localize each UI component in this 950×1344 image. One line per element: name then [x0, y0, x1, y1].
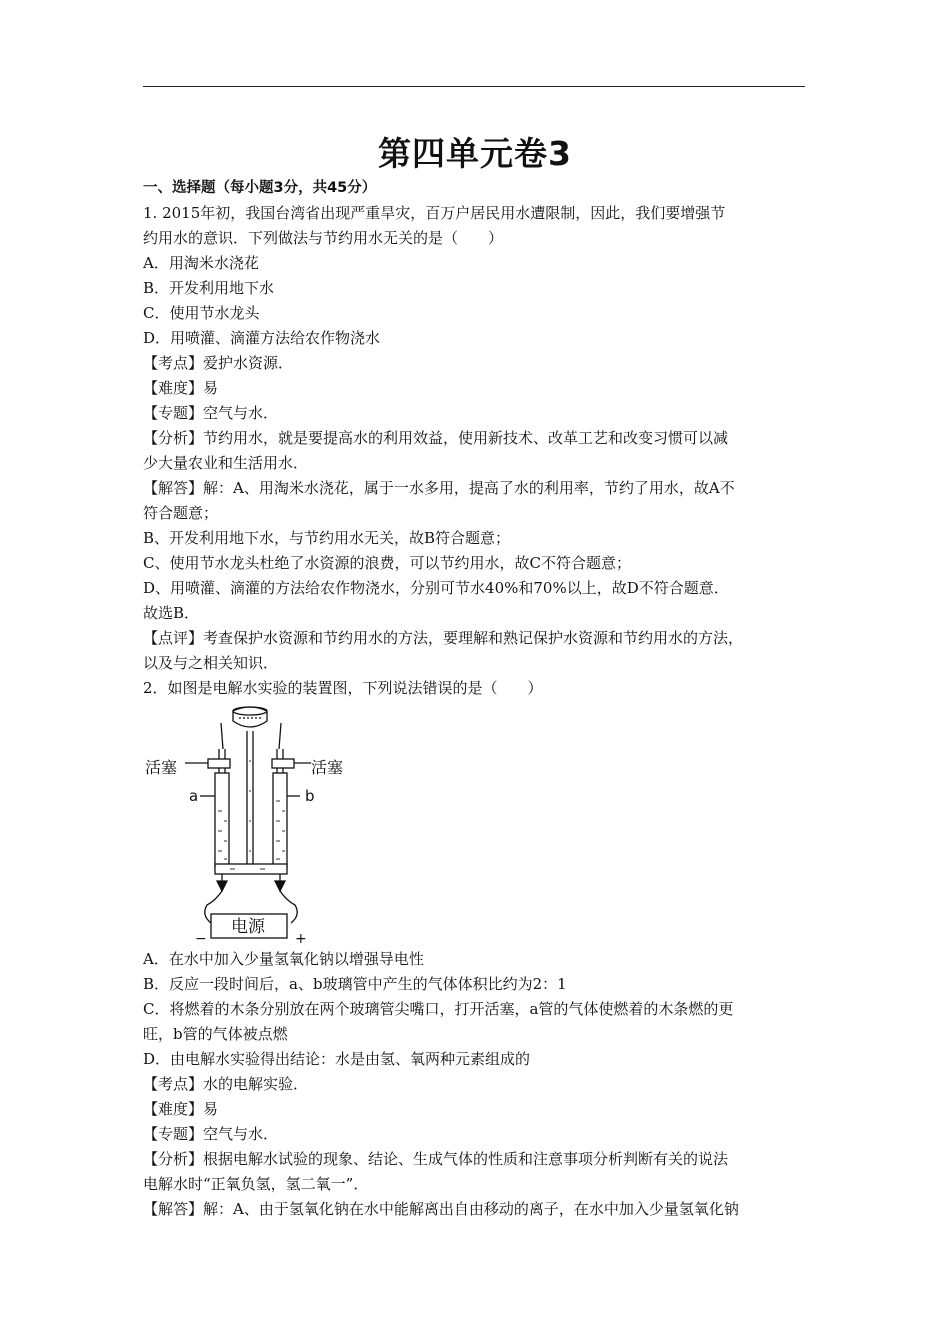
q1-jieda-line: 符合题意； [143, 504, 219, 522]
q1-kaodian: 【考点】爱护水资源． [143, 354, 294, 372]
q2-option-a: A．在水中加入少量氢氧化钠以增强导电性 [143, 950, 424, 968]
q1-jieda-line: D、用喷灌、滴灌的方法给农作物浇水，分别可节水40%和70%以上，故D不符合题意． [143, 579, 729, 597]
q2-fenxi-line: 【分析】根据电解水试验的现象、结论、生成气体的性质和注意事项分析判断有关的说法 [143, 1150, 729, 1168]
q2-stem: 2．如图是电解水实验的装置图，下列说法错误的是（ ） [143, 679, 543, 697]
left-stopcock-label: 活塞 [145, 758, 178, 777]
q2-option-c: C．将燃着的木条分别放在两个玻璃管尖嘴口，打开活塞，a管的气体使燃着的木条燃的更 [143, 1000, 734, 1018]
q1-dianping-line: 以及与之相关知识． [143, 654, 279, 672]
document-body [143, 176, 813, 1222]
section-heading: 一、选择题（每小题3分，共45分） [143, 180, 377, 196]
electrolysis-apparatus-drawing [145, 701, 365, 947]
q1-fenxi-line: 【分析】节约用水，就是要提高水的利用效益，使用新技术、改革工艺和改变习惯可以减 [143, 429, 729, 447]
header-rule [143, 86, 805, 87]
q1-stem-line: 约用水的意识．下列做法与节约用水无关的是（ ） [143, 229, 504, 247]
negative-terminal-label: − [195, 931, 207, 947]
q1-option-a: A．用淘米水浇花 [143, 254, 259, 272]
q1-jieda-line: 故选B． [143, 604, 200, 622]
electrolysis-apparatus-figure [145, 701, 365, 947]
q1-stem-line: 1. 2015年初，我国台湾省出现严重旱灾，百万户居民用水遭限制，因此，我们要增强节 [143, 204, 726, 222]
q1-jieda-line: 【解答】解：A、用淘米水浇花，属于一水多用，提高了水的利用率，节约了用水，故A不 [143, 479, 735, 497]
positive-terminal-label: + [295, 931, 307, 947]
tube-a-label: a [189, 787, 199, 805]
page-title: 第四单元卷3 [378, 134, 572, 173]
q1-dianping-line: 【点评】考查保护水资源和节约用水的方法，要理解和熟记保护水资源和节约用水的方法， [143, 629, 744, 647]
q2-fenxi-line: 电解水时“正氧负氢，氢二氧一”． [143, 1175, 369, 1193]
q1-option-b: B．开发利用地下水 [143, 279, 275, 297]
q2-option-b: B．反应一段时间后，a、b玻璃管中产生的气体体积比约为2：1 [143, 975, 567, 993]
q2-kaodian: 【考点】水的电解实验． [143, 1075, 309, 1093]
q2-option-d: D．由电解水实验得出结论：水是由氢、氧两种元素组成的 [143, 1050, 531, 1068]
power-source-label: 电源 [231, 917, 265, 937]
q1-nandu: 【难度】易 [143, 379, 219, 397]
tube-b-label: b [305, 787, 315, 805]
q1-fenxi-line: 少大量农业和生活用水． [143, 454, 309, 472]
question-1 [143, 201, 813, 676]
q2-jieda-line: 【解答】解：A、由于氢氧化钠在水中能解离出自由移动的离子，在水中加入少量氢氧化钠 [143, 1200, 739, 1218]
q1-option-c: C．使用节水龙头 [143, 304, 260, 322]
q2-zhuanti: 【专题】空气与水． [143, 1125, 279, 1143]
q2-option-c-cont: 旺，b管的气体被点燃 [143, 1025, 288, 1043]
question-2 [143, 676, 813, 1222]
q1-jieda-line: C、使用节水龙头杜绝了水资源的浪费，可以节约用水，故C不符合题意； [143, 554, 631, 572]
right-stopcock-label: 活塞 [311, 758, 344, 777]
q1-option-d: D．用喷灌、滴灌方法给农作物浇水 [143, 329, 381, 347]
q1-jieda-line: B、开发利用地下水，与节约用水无关，故B符合题意； [143, 529, 511, 547]
q2-nandu: 【难度】易 [143, 1100, 219, 1118]
q1-zhuanti: 【专题】空气与水． [143, 404, 279, 422]
